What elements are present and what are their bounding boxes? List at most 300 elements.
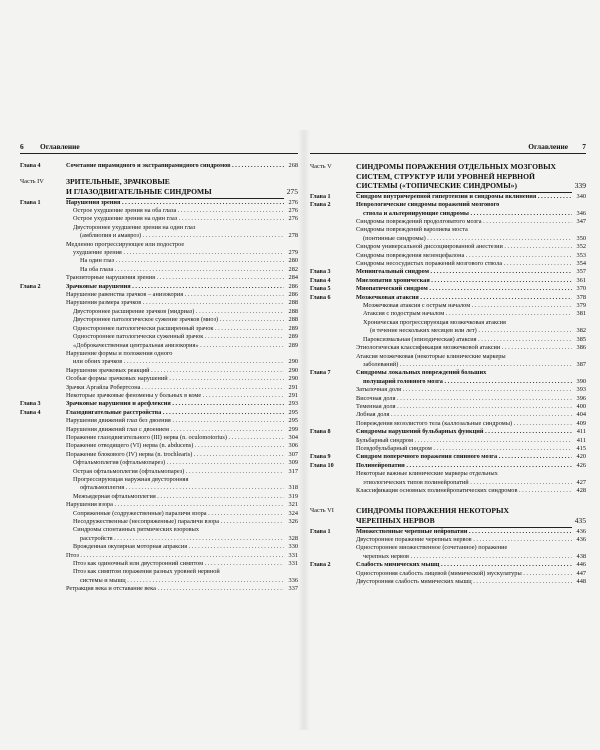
- toc-chapter-entry[interactable]: [310, 462, 586, 470]
- toc-section-entry[interactable]: [20, 442, 298, 450]
- toc-section-entry[interactable]: [310, 403, 586, 411]
- toc-entry-page: 385: [576, 335, 586, 343]
- toc-entry-title-line: Слабость мимических мышц . . .: [356, 561, 572, 569]
- toc-entry-page: 309: [288, 459, 298, 467]
- toc-section-entry[interactable]: [20, 585, 298, 593]
- toc-section-entry[interactable]: [310, 536, 586, 544]
- toc-entry-title: [66, 283, 284, 291]
- toc-section-entry[interactable]: [310, 395, 586, 403]
- toc-entry-page: 379: [576, 302, 586, 310]
- toc-entry-page: 378: [576, 293, 586, 301]
- toc-entry-title-line: Зрачки Аргайла Робертсона . . .: [66, 384, 284, 392]
- toc-section-entry[interactable]: [20, 417, 298, 425]
- toc-entry-title: [66, 568, 284, 585]
- toc-entry-page: 328: [288, 534, 298, 542]
- toc-entry-title-line: На один глаз . . .: [80, 257, 284, 265]
- toc-entry-title-line: Синдромы локальных повреждений больших: [356, 369, 487, 377]
- toc-section-entry[interactable]: [20, 266, 298, 274]
- toc-section-entry[interactable]: [20, 342, 298, 350]
- toc-entry-title-line: И ГЛАЗОДВИГАТЕЛЬНЫЕ СИНДРОМЫ: [66, 187, 284, 199]
- toc-entry-title-line: Этиологическая классификация мозжечковой атаксии . . .: [356, 344, 572, 352]
- toc-entry-title-line: Затылочная доля . . .: [356, 386, 572, 394]
- toc-entry-title-line: Теменная доля . . .: [356, 403, 572, 411]
- toc-section-entry[interactable]: [20, 274, 298, 282]
- toc-list-left: [20, 162, 298, 594]
- toc-entry-page: 438: [576, 552, 586, 560]
- toc-entry-label: Глава 3: [20, 401, 41, 408]
- toc-section-entry[interactable]: [20, 299, 298, 307]
- toc-chapter-entry[interactable]: [20, 409, 298, 417]
- toc-entry-title: [66, 476, 284, 493]
- toc-entry-title-line: Птоз . . .: [66, 552, 284, 560]
- toc-chapter-entry[interactable]: [310, 528, 586, 536]
- toc-section-entry[interactable]: [20, 291, 298, 299]
- toc-entry-title-line: Пароксизмальная (эпизодическая) атаксия . . .: [363, 336, 572, 344]
- toc-entry-title-line: Атаксия с подострым началом . . .: [363, 310, 572, 318]
- toc-section-entry[interactable]: [20, 526, 298, 543]
- toc-spacer: [310, 495, 586, 506]
- toc-entry-page: 295: [288, 417, 298, 425]
- toc-entry-page: 353: [576, 251, 586, 259]
- toc-entry-title-line: полушарий головного мозга . . .: [356, 378, 572, 386]
- toc-entry-page: 276: [288, 215, 298, 223]
- toc-section-entry[interactable]: [20, 384, 298, 392]
- toc-entry-page: 446: [576, 561, 586, 569]
- toc-part-entry[interactable]: [310, 162, 586, 193]
- toc-entry-page: 428: [576, 487, 586, 494]
- toc-entry-title-line: Одностороннее множественное (сочетанное) поражение: [356, 544, 508, 552]
- toc-entry-title-line: Нарушения зрения . . .: [66, 199, 284, 207]
- toc-entry-title-line: Мозжечковая атаксия . . .: [356, 294, 572, 302]
- book-gutter: [298, 130, 310, 730]
- toc-entry-page: 340: [576, 192, 586, 200]
- toc-entry-title-line: Нарушение равенства зрачков – анизокория . . .: [66, 291, 284, 299]
- toc-chapter-entry[interactable]: [310, 285, 586, 293]
- toc-section-entry[interactable]: [20, 308, 298, 316]
- toc-entry-title-line: Зрачковые нарушения . . .: [66, 283, 284, 291]
- toc-entry-title-line: (амблиопия и амавроз) . . .: [73, 232, 284, 240]
- toc-entry-title: [356, 336, 572, 344]
- toc-entry-title-line: Синдромы нарушений бульбарных функций . . .: [356, 428, 572, 436]
- toc-entry-page: 288: [288, 307, 298, 315]
- toc-entry-title: [356, 395, 572, 403]
- toc-entry-title-line: Поражение блокового (IV) нерва (n. trochlearis) . . .: [66, 451, 284, 459]
- toc-entry-label: Часть VI: [310, 507, 334, 515]
- toc-entry-page: 268: [288, 162, 298, 169]
- toc-section-entry[interactable]: [310, 437, 586, 445]
- toc-entry-page: 426: [576, 461, 586, 469]
- toc-section-entry[interactable]: [310, 487, 586, 495]
- left-page: [20, 0, 298, 750]
- toc-entry-title-line: Двустороннее поражение черепных нервов . . .: [356, 536, 572, 544]
- toc-section-entry[interactable]: [310, 544, 586, 561]
- toc-section-entry[interactable]: [20, 459, 298, 467]
- toc-entry-title: [356, 268, 572, 276]
- toc-entry-title-line: Неврологические синдромы поражений мозгового: [356, 201, 500, 209]
- page-number: 7: [582, 142, 586, 151]
- toc-section-entry[interactable]: [20, 518, 298, 526]
- toc-section-entry[interactable]: [310, 570, 586, 578]
- toc-entry-title: [66, 241, 284, 258]
- toc-entry-page: 447: [576, 569, 586, 577]
- toc-section-entry[interactable]: [20, 392, 298, 400]
- toc-section-entry[interactable]: [310, 470, 586, 487]
- toc-entry-page: 291: [288, 383, 298, 391]
- toc-entry-label: Глава 3: [310, 269, 331, 276]
- toc-entry-title: [356, 506, 572, 527]
- toc-entry-title: [66, 384, 284, 392]
- toc-entry-page: 307: [288, 450, 298, 458]
- toc-section-entry[interactable]: [20, 476, 298, 493]
- toc-entry-title-line: Синдромы спонтанных ритмических взоровых: [73, 526, 200, 534]
- toc-entry-title: [356, 252, 572, 260]
- toc-entry-label: Глава 4: [20, 163, 41, 169]
- toc-entry-title: [356, 528, 572, 536]
- toc-entry-page: 276: [288, 198, 298, 206]
- toc-chapter-entry[interactable]: [310, 201, 586, 218]
- toc-entry-title-line: Врожденная окулярная моторная апраксия . . .: [73, 543, 284, 551]
- toc-section-entry[interactable]: [310, 344, 586, 352]
- toc-entry-title-line: Сопряженные (содружественные) параличи взора . . .: [73, 510, 284, 518]
- toc-entry-title-line: ствола и альтернирующие синдромы . . .: [356, 210, 572, 218]
- toc-entry-title: [356, 561, 572, 569]
- toc-part-entry[interactable]: [310, 506, 586, 527]
- toc-entry-title-line: Острое ухудшение зрения на один глаз . . .: [73, 215, 284, 223]
- toc-entry-title: [66, 518, 284, 526]
- toc-section-entry[interactable]: [20, 552, 298, 560]
- toc-entry-page: 387: [576, 360, 586, 368]
- toc-entry-page: 288: [288, 316, 298, 324]
- toc-section-entry[interactable]: [20, 325, 298, 333]
- toc-entry-title-line: офтальмоплегия . . .: [73, 484, 284, 492]
- toc-entry-title-line: Птоз как одиночный или двусторонний симптом . . .: [73, 560, 284, 568]
- toc-chapter-entry[interactable]: [310, 561, 586, 569]
- toc-entry-page: 381: [576, 310, 586, 318]
- toc-entry-page: 295: [288, 408, 298, 416]
- toc-entry-title-line: Односторонняя слабость лицевой (мимической) мускулатуры . . .: [356, 570, 572, 578]
- toc-entry-page: 435: [574, 516, 586, 525]
- toc-entry-page: 304: [288, 433, 298, 441]
- toc-entry-title-line: Офтальмоплегия (офтальмопарез) . . .: [73, 459, 284, 467]
- toc-entry-title: [356, 277, 572, 285]
- toc-entry-page: 350: [576, 234, 586, 242]
- toc-entry-title-line: Нарушения размера зрачков . . .: [66, 299, 284, 307]
- toc-entry-page: 357: [576, 268, 586, 276]
- toc-entry-title: [356, 462, 572, 470]
- toc-chapter-entry[interactable]: [310, 453, 586, 461]
- toc-section-entry[interactable]: [20, 493, 298, 501]
- page-number: 6: [20, 142, 24, 151]
- toc-entry-title-line: Некоторые зрачковые феномены у больных в коме . . .: [66, 392, 284, 400]
- toc-list-right: [310, 162, 586, 586]
- toc-entry-title-line: Синдромы повреждений варолиева моста: [356, 226, 468, 234]
- toc-entry-title-line: Несодружественные (несопряженные) параличи взора . . .: [73, 518, 284, 526]
- toc-entry-title-line: Двусторонняя слабость мимических мышц . . .: [356, 578, 572, 586]
- toc-entry-page: 336: [288, 576, 298, 584]
- toc-entry-page: 290: [288, 375, 298, 383]
- toc-entry-title-line: Транзиторные нарушения зрения . . .: [66, 274, 284, 282]
- toc-section-entry[interactable]: [20, 215, 298, 223]
- toc-entry-title: [356, 226, 572, 243]
- toc-entry-title: [356, 319, 572, 336]
- toc-entry-page: 411: [576, 436, 586, 444]
- toc-section-entry[interactable]: [310, 302, 586, 310]
- toc-section-entry[interactable]: [20, 543, 298, 551]
- toc-chapter-entry[interactable]: [310, 428, 586, 436]
- toc-entry-title-line: Лобная доля . . .: [356, 411, 572, 419]
- toc-entry-title: [66, 501, 284, 509]
- toc-entry-title-line: Множественные черепные нейропатии . . .: [356, 528, 572, 536]
- toc-section-entry[interactable]: [20, 468, 298, 476]
- toc-entry-title: [66, 199, 284, 207]
- toc-entry-page: 318: [288, 484, 298, 492]
- toc-entry-title: [356, 302, 572, 310]
- toc-entry-title-line: Прогрессирующая наружная двусторонняя: [73, 476, 189, 483]
- toc-entry-page: 331: [288, 560, 298, 568]
- toc-entry-title: [66, 493, 284, 501]
- toc-section-entry[interactable]: [20, 350, 298, 367]
- toc-entry-title: [356, 310, 572, 318]
- toc-section-entry[interactable]: [20, 207, 298, 215]
- toc-section-entry[interactable]: [20, 375, 298, 383]
- toc-entry-label: Глава 7: [310, 370, 331, 377]
- toc-entry-title: [356, 411, 572, 419]
- toc-chapter-entry[interactable]: [310, 268, 586, 276]
- toc-section-entry[interactable]: [20, 426, 298, 434]
- toc-entry-title-line: Медленно прогрессирующее или подострое: [66, 240, 185, 248]
- toc-section-entry[interactable]: [20, 560, 298, 568]
- running-head-title: Оглавление: [528, 142, 568, 151]
- toc-entry-page: 278: [288, 232, 298, 240]
- toc-chapter-entry[interactable]: [310, 277, 586, 285]
- right-page: [310, 0, 586, 750]
- toc-entry-title-line: расстройств . . .: [73, 535, 284, 543]
- toc-section-entry[interactable]: [20, 501, 298, 509]
- toc-entry-title: [356, 578, 572, 586]
- toc-entry-title: [66, 299, 284, 307]
- toc-entry-title-line: Синдромы несосудистых поражений мозгового ствола . . .: [356, 260, 572, 268]
- toc-entry-title: [66, 442, 284, 450]
- toc-entry-title: [356, 453, 572, 461]
- toc-entry-title-line: Птоз как симптом поражения разных уровней нервной: [73, 568, 220, 576]
- toc-entry-label: Глава 1: [310, 193, 331, 200]
- toc-entry-page: 361: [576, 276, 586, 284]
- toc-entry-page: 436: [576, 536, 586, 543]
- toc-entry-title-line: Межъядерная офтальмоплегия . . .: [73, 493, 284, 501]
- toc-entry-page: 337: [288, 585, 298, 593]
- toc-entry-title: [356, 437, 572, 445]
- toc-entry-title: [66, 552, 284, 560]
- toc-entry-title-line: заболеваний) . . .: [356, 361, 572, 369]
- toc-entry-label: Глава 10: [310, 462, 334, 469]
- toc-entry-page: 390: [576, 377, 586, 385]
- toc-entry-title: [66, 291, 284, 299]
- toc-section-entry[interactable]: [20, 241, 298, 258]
- toc-chapter-entry[interactable]: [20, 162, 298, 170]
- toc-entry-title: [66, 350, 284, 367]
- toc-entry-title: [66, 417, 284, 425]
- toc-chapter-entry[interactable]: [20, 199, 298, 207]
- toc-entry-title: [356, 420, 572, 428]
- toc-entry-title-line: Классификация основных полинейропатических синдромов . . .: [356, 487, 572, 495]
- toc-chapter-entry[interactable]: [20, 400, 298, 408]
- toc-entry-title: [66, 224, 284, 241]
- toc-section-entry[interactable]: [310, 336, 586, 344]
- toc-entry-title: [356, 201, 572, 218]
- toc-section-entry[interactable]: [20, 316, 298, 324]
- toc-entry-title: [66, 434, 284, 442]
- toc-entry-page: 370: [576, 285, 586, 293]
- toc-entry-page: 288: [288, 299, 298, 307]
- toc-chapter-entry[interactable]: [310, 369, 586, 386]
- toc-entry-title: [356, 445, 572, 453]
- toc-entry-title-line: или обоих зрачков . . .: [66, 358, 284, 366]
- toc-entry-title: [356, 386, 572, 394]
- toc-entry-title-line: На оба глаза . . .: [80, 266, 284, 274]
- toc-section-entry[interactable]: [20, 333, 298, 341]
- toc-entry-title: [66, 426, 284, 434]
- toc-section-entry[interactable]: [310, 386, 586, 394]
- toc-entry-title: [66, 342, 284, 350]
- toc-entry-title: [356, 403, 572, 411]
- toc-entry-label: Глава 8: [310, 429, 331, 436]
- toc-section-entry[interactable]: [310, 319, 586, 336]
- toc-entry-title-line: Хроническая прогрессирующая мозжечковая атаксия: [363, 318, 506, 326]
- toc-entry-title: [356, 428, 572, 436]
- toc-section-entry[interactable]: [310, 353, 586, 370]
- toc-entry-title-line: Синдром поперечного поражения спинного мозга . . .: [356, 453, 572, 461]
- toc-entry-title-line: Нарушения взора . . .: [66, 501, 284, 509]
- toc-section-entry[interactable]: [310, 260, 586, 268]
- toc-entry-page: 382: [576, 327, 586, 335]
- running-head-title: Оглавление: [40, 142, 80, 151]
- toc-entry-title: [356, 193, 572, 201]
- toc-spacer: [20, 170, 298, 177]
- toc-entry-title-line: «Доброкачественная центральная анизокория» . . .: [73, 342, 284, 350]
- toc-entry-page: 317: [288, 467, 298, 475]
- toc-chapter-entry[interactable]: [20, 283, 298, 291]
- toc-section-entry[interactable]: [310, 310, 586, 318]
- toc-entry-title-line: Повреждения мозолистого тела (каллозальные синдромы) . . .: [356, 420, 572, 428]
- toc-entry-title: [66, 162, 284, 170]
- toc-section-entry[interactable]: [310, 420, 586, 428]
- toc-entry-title-line: (понтинные синдромы) . . .: [356, 235, 572, 243]
- toc-entry-page: 400: [576, 402, 586, 410]
- toc-section-entry[interactable]: [20, 224, 298, 241]
- toc-part-entry[interactable]: [20, 177, 298, 198]
- toc-entry-page: 448: [576, 578, 586, 586]
- toc-entry-page: 289: [288, 341, 298, 349]
- toc-section-entry[interactable]: [310, 411, 586, 419]
- toc-entry-title: [356, 162, 572, 193]
- toc-entry-title-line: Синдромы повреждений продолговатого мозга . . .: [356, 218, 572, 226]
- toc-entry-title-line: черепных нервов . . .: [356, 553, 572, 561]
- toc-entry-title: [356, 353, 572, 370]
- toc-entry-page: 319: [288, 492, 298, 500]
- toc-section-entry[interactable]: [20, 451, 298, 459]
- toc-entry-page: 306: [288, 442, 298, 450]
- toc-entry-title: [66, 510, 284, 518]
- toc-entry-title-line: Полинейропатии . . .: [356, 462, 572, 470]
- toc-entry-page: 411: [576, 428, 586, 436]
- toc-chapter-entry[interactable]: [310, 294, 586, 302]
- toc-entry-title-line: СИСТЕМ, СТРУКТУР ИЛИ УРОВНЕЙ НЕРВНОЙ: [356, 171, 535, 181]
- toc-entry-page: 291: [288, 391, 298, 399]
- toc-entry-title: [66, 266, 284, 274]
- toc-entry-page: 393: [576, 386, 586, 394]
- toc-entry-title-line: Двустороннее патологическое сужение зрачков (миоз) . . .: [73, 316, 284, 324]
- toc-entry-title: [66, 274, 284, 282]
- toc-entry-page: 404: [576, 411, 586, 419]
- toc-entry-title: [66, 308, 284, 316]
- toc-entry-title: [66, 451, 284, 459]
- toc-entry-title-line: Поражение глазодвигательного (III) нерва (n. oculomotorius) . . .: [66, 434, 284, 442]
- toc-section-entry[interactable]: [310, 226, 586, 243]
- toc-entry-title-line: Мозжечковая атаксия с острым началом . . .: [363, 302, 572, 310]
- header-rule: [310, 153, 586, 154]
- toc-entry-label: Глава 2: [20, 283, 41, 290]
- toc-entry-title-line: СИНДРОМЫ ПОРАЖЕНИЯ НЕКОТОРЫХ: [356, 506, 509, 516]
- toc-section-entry[interactable]: [310, 243, 586, 251]
- toc-entry-title: [356, 294, 572, 302]
- toc-entry-title-line: Синдром универсальной диссоциированной анестезии . . .: [356, 243, 572, 251]
- toc-entry-title-line: Височная доля . . .: [356, 395, 572, 403]
- toc-entry-page: 286: [288, 282, 298, 290]
- toc-entry-title: [356, 243, 572, 251]
- toc-section-entry[interactable]: [310, 252, 586, 260]
- toc-entry-title-line: Синдром внутричерепной гипертензии и синдромы вклинения . . .: [356, 193, 572, 201]
- toc-entry-title: [356, 344, 572, 352]
- toc-entry-page: 415: [576, 444, 586, 452]
- toc-section-entry[interactable]: [310, 578, 586, 586]
- toc-section-entry[interactable]: [20, 367, 298, 375]
- toc-entry-title-line: Нарушение формы и положения одного: [66, 349, 173, 357]
- toc-section-entry[interactable]: [20, 568, 298, 585]
- toc-entry-page: 352: [576, 243, 586, 251]
- toc-section-entry[interactable]: [310, 218, 586, 226]
- toc-entry-title: [356, 285, 572, 293]
- toc-entry-page: 339: [574, 181, 586, 191]
- toc-entry-label: Глава 6: [310, 294, 331, 301]
- toc-entry-title-line: Глазодвигательные расстройства . . .: [66, 409, 284, 417]
- toc-entry-label: Глава 5: [310, 286, 331, 293]
- toc-entry-title-line: Двустороннее ухудшение зрения на один глаз: [73, 223, 196, 231]
- toc-entry-label: Глава 2: [310, 202, 331, 209]
- toc-entry-title: [356, 487, 572, 495]
- toc-entry-title-line: Атаксия мозжечковая (некоторые клинические маркеры: [356, 352, 506, 360]
- toc-entry-title-line: Нарушения движений глаз без двоения . . .: [66, 417, 284, 425]
- toc-entry-page: 290: [288, 358, 298, 366]
- toc-section-entry[interactable]: [20, 510, 298, 518]
- toc-entry-page: 290: [288, 366, 298, 374]
- toc-section-entry[interactable]: [20, 257, 298, 265]
- toc-section-entry[interactable]: [310, 445, 586, 453]
- toc-entry-page: 280: [288, 257, 298, 265]
- toc-entry-label: Глава 4: [20, 409, 41, 416]
- toc-entry-title: [356, 544, 572, 561]
- toc-entry-title: [66, 375, 284, 383]
- toc-section-entry[interactable]: [20, 434, 298, 442]
- toc-entry-page: 436: [576, 527, 586, 535]
- toc-entry-title: [66, 468, 284, 476]
- toc-entry-page: 321: [288, 501, 298, 509]
- toc-entry-page: 427: [576, 478, 586, 486]
- toc-entry-title: [356, 369, 572, 386]
- toc-entry-title-line: Бульбарный синдром . . .: [356, 437, 572, 445]
- toc-entry-page: 324: [288, 509, 298, 517]
- toc-entry-page: 347: [576, 218, 586, 225]
- toc-chapter-entry[interactable]: [310, 193, 586, 201]
